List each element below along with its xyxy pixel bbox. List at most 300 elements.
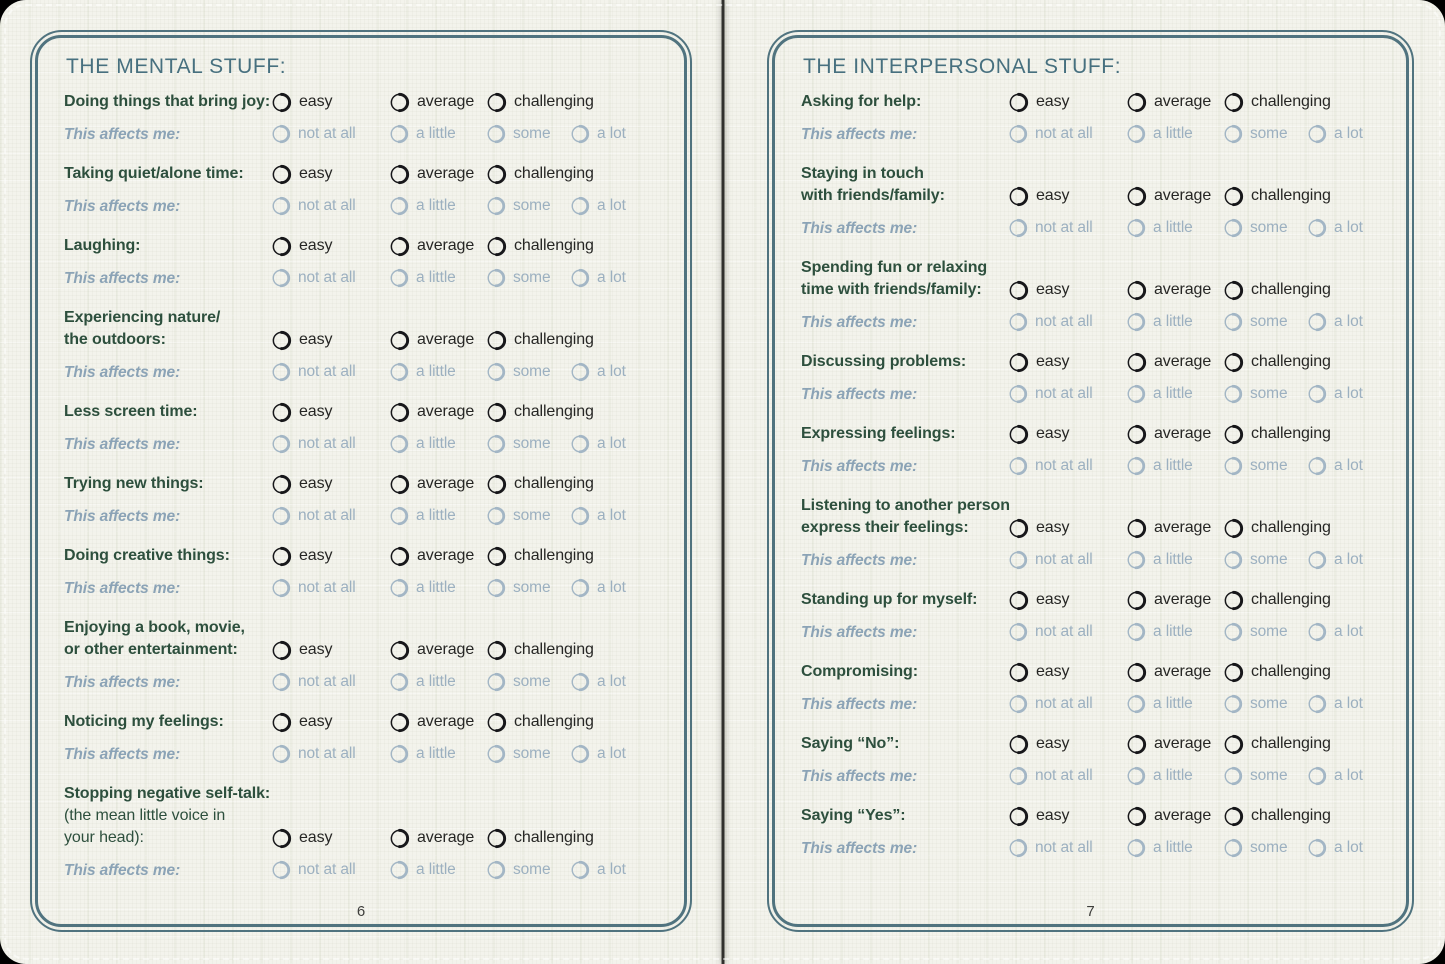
radio-circle-icon[interactable] — [486, 578, 506, 598]
radio-circle-icon[interactable] — [486, 402, 507, 423]
radio-circle-icon[interactable] — [1223, 424, 1244, 445]
difficulty-option-average[interactable] — [1126, 589, 1223, 611]
difficulty-option-easy[interactable] — [1008, 185, 1126, 207]
affects-row — [64, 859, 662, 881]
radio-circle-icon[interactable] — [486, 362, 506, 382]
affects-option-a-lot[interactable] — [1307, 693, 1363, 715]
affects-option-a-little[interactable] — [389, 433, 486, 455]
radio-circle-icon[interactable] — [1223, 518, 1244, 539]
difficulty-option-average[interactable] — [389, 235, 486, 257]
radio-circle-icon[interactable] — [389, 330, 410, 351]
radio-circle-icon[interactable] — [1126, 124, 1146, 144]
radio-circle-icon[interactable] — [1008, 218, 1028, 238]
difficulty-option-easy[interactable] — [1008, 589, 1126, 611]
radio-circle-icon[interactable] — [389, 196, 409, 216]
difficulty-option-challenging[interactable] — [486, 235, 594, 257]
option-label: a little — [1153, 839, 1193, 856]
radio-circle-icon[interactable] — [1126, 694, 1146, 714]
difficulty-option-easy[interactable] — [1008, 517, 1126, 539]
difficulty-option-easy[interactable] — [271, 163, 389, 185]
radio-circle-icon[interactable] — [1008, 734, 1029, 755]
difficulty-option-challenging[interactable] — [1223, 279, 1331, 301]
radio-circle-icon[interactable] — [1307, 838, 1327, 858]
radio-circle-icon[interactable] — [271, 164, 292, 185]
radio-circle-icon[interactable] — [1126, 806, 1147, 827]
radio-circle-icon[interactable] — [1126, 734, 1147, 755]
affects-option-some[interactable] — [1223, 549, 1307, 571]
radio-circle-icon[interactable] — [271, 362, 291, 382]
radio-circle-icon[interactable] — [1307, 622, 1327, 642]
radio-circle-icon[interactable] — [1223, 734, 1244, 755]
affects-option-a-lot[interactable] — [570, 671, 626, 693]
affects-option-some[interactable] — [1223, 455, 1307, 477]
radio-circle-icon[interactable] — [1008, 662, 1029, 683]
radio-circle-icon[interactable] — [1126, 186, 1147, 207]
difficulty-option-easy[interactable] — [271, 827, 389, 849]
affects-option-not-at-all[interactable] — [1008, 693, 1126, 715]
affects-label: This affects me: — [64, 197, 181, 215]
affects-option-a-little[interactable] — [389, 577, 486, 599]
radio-circle-icon[interactable] — [1223, 550, 1243, 570]
radio-circle-icon[interactable] — [1008, 838, 1028, 858]
affects-option-not-at-all[interactable] — [271, 859, 389, 881]
difficulty-option-challenging[interactable] — [1223, 805, 1331, 827]
difficulty-option-challenging[interactable] — [486, 473, 594, 495]
radio-circle-icon[interactable] — [271, 860, 291, 880]
radio-circle-icon[interactable] — [1126, 838, 1146, 858]
difficulty-option-easy[interactable] — [1008, 733, 1126, 755]
radio-circle-icon[interactable] — [389, 546, 410, 567]
radio-circle-icon[interactable] — [389, 828, 410, 849]
radio-circle-icon[interactable] — [1126, 456, 1146, 476]
radio-circle-icon[interactable] — [271, 640, 292, 661]
option-label: not at all — [298, 197, 356, 214]
difficulty-option-easy[interactable] — [1008, 423, 1126, 445]
affects-option-not-at-all[interactable] — [1008, 383, 1126, 405]
radio-circle-icon[interactable] — [271, 828, 292, 849]
radio-circle-icon[interactable] — [1223, 124, 1243, 144]
radio-circle-icon[interactable] — [486, 330, 507, 351]
radio-circle-icon[interactable] — [1008, 806, 1029, 827]
radio-circle-icon[interactable] — [389, 92, 410, 113]
radio-circle-icon[interactable] — [1126, 280, 1147, 301]
difficulty-option-challenging[interactable] — [1223, 589, 1331, 611]
affects-option-not-at-all[interactable] — [1008, 311, 1126, 333]
radio-circle-icon[interactable] — [271, 402, 292, 423]
radio-circle-icon[interactable] — [570, 124, 590, 144]
radio-circle-icon[interactable] — [271, 578, 291, 598]
difficulty-option-challenging[interactable] — [486, 827, 594, 849]
difficulty-option-easy[interactable] — [271, 329, 389, 351]
affects-option-a-lot[interactable] — [570, 859, 626, 881]
affects-option-some[interactable] — [486, 743, 570, 765]
affects-option-not-at-all[interactable] — [271, 671, 389, 693]
radio-circle-icon[interactable] — [1223, 622, 1243, 642]
radio-circle-icon[interactable] — [389, 860, 409, 880]
option-label: a little — [1153, 767, 1193, 784]
radio-circle-icon[interactable] — [1223, 218, 1243, 238]
affects-option-not-at-all[interactable] — [1008, 549, 1126, 571]
difficulty-row — [801, 661, 1384, 683]
radio-circle-icon[interactable] — [271, 474, 292, 495]
radio-circle-icon[interactable] — [570, 196, 590, 216]
option-label: challenging — [514, 547, 594, 564]
radio-circle-icon[interactable] — [1008, 384, 1028, 404]
radio-circle-icon[interactable] — [1008, 694, 1028, 714]
radio-circle-icon[interactable] — [1223, 694, 1243, 714]
affects-label: This affects me: — [64, 579, 181, 597]
affects-option-a-lot[interactable] — [1307, 311, 1363, 333]
affects-option-a-lot[interactable] — [1307, 455, 1363, 477]
radio-circle-icon[interactable] — [389, 672, 409, 692]
radio-circle-icon[interactable] — [570, 268, 590, 288]
radio-circle-icon[interactable] — [389, 640, 410, 661]
affects-option-a-lot[interactable] — [1307, 621, 1363, 643]
affects-option-a-little[interactable] — [389, 671, 486, 693]
radio-circle-icon[interactable] — [1126, 92, 1147, 113]
radio-circle-icon[interactable] — [1126, 622, 1146, 642]
affects-option-a-little[interactable] — [389, 859, 486, 881]
affects-option-not-at-all[interactable] — [271, 577, 389, 599]
difficulty-option-challenging[interactable] — [486, 545, 594, 567]
affects-option-not-at-all[interactable] — [1008, 123, 1126, 145]
radio-circle-icon[interactable] — [570, 506, 590, 526]
difficulty-option-average[interactable] — [1126, 661, 1223, 683]
difficulty-option-average[interactable] — [389, 329, 486, 351]
question-label: Taking quiet/alone time: — [64, 165, 244, 182]
radio-circle-icon[interactable] — [271, 506, 291, 526]
difficulty-option-average[interactable] — [1126, 91, 1223, 113]
radio-circle-icon[interactable] — [486, 268, 506, 288]
difficulty-option-challenging[interactable] — [1223, 91, 1331, 113]
radio-circle-icon[interactable] — [486, 744, 506, 764]
difficulty-option-average[interactable] — [1126, 279, 1223, 301]
radio-circle-icon[interactable] — [389, 268, 409, 288]
radio-circle-icon[interactable] — [389, 402, 410, 423]
affects-option-a-lot[interactable] — [1307, 765, 1363, 787]
difficulty-option-average[interactable] — [389, 401, 486, 423]
difficulty-option-challenging[interactable] — [486, 711, 594, 733]
radio-circle-icon[interactable] — [1126, 662, 1147, 683]
difficulty-option-average[interactable] — [1126, 805, 1223, 827]
affects-option-a-lot[interactable] — [1307, 123, 1363, 145]
affects-option-not-at-all[interactable] — [271, 267, 389, 289]
radio-circle-icon[interactable] — [389, 506, 409, 526]
affects-option-a-little[interactable] — [389, 361, 486, 383]
difficulty-option-easy[interactable] — [271, 235, 389, 257]
radio-circle-icon[interactable] — [486, 124, 506, 144]
difficulty-option-easy[interactable] — [271, 639, 389, 661]
affects-option-not-at-all[interactable] — [271, 505, 389, 527]
affects-option-some[interactable] — [486, 433, 570, 455]
affects-option-not-at-all[interactable] — [1008, 765, 1126, 787]
radio-circle-icon[interactable] — [486, 196, 506, 216]
radio-circle-icon[interactable] — [570, 860, 590, 880]
radio-circle-icon[interactable] — [271, 434, 291, 454]
difficulty-option-average[interactable] — [1126, 733, 1223, 755]
affects-option-some[interactable] — [486, 577, 570, 599]
affects-option-some[interactable] — [1223, 837, 1307, 859]
radio-circle-icon[interactable] — [486, 474, 507, 495]
affects-option-some[interactable] — [1223, 311, 1307, 333]
affects-option-some[interactable] — [486, 267, 570, 289]
affects-option-some[interactable] — [1223, 383, 1307, 405]
affects-option-a-little[interactable] — [1126, 837, 1223, 859]
radio-circle-icon[interactable] — [389, 164, 410, 185]
radio-circle-icon[interactable] — [486, 236, 507, 257]
radio-circle-icon[interactable] — [271, 268, 291, 288]
affects-option-some[interactable] — [486, 123, 570, 145]
radio-circle-icon[interactable] — [1126, 424, 1147, 445]
radio-circle-icon[interactable] — [389, 474, 410, 495]
radio-circle-icon[interactable] — [1307, 456, 1327, 476]
affects-option-not-at-all[interactable] — [271, 195, 389, 217]
radio-circle-icon[interactable] — [486, 506, 506, 526]
affects-option-a-little[interactable] — [389, 505, 486, 527]
difficulty-options — [1008, 661, 1331, 683]
radio-circle-icon[interactable] — [486, 828, 507, 849]
radio-circle-icon[interactable] — [1126, 550, 1146, 570]
difficulty-option-easy[interactable] — [271, 91, 389, 113]
radio-circle-icon[interactable] — [1223, 590, 1244, 611]
difficulty-option-challenging[interactable] — [1223, 517, 1331, 539]
affects-option-not-at-all[interactable] — [1008, 217, 1126, 239]
affects-option-a-little[interactable] — [389, 195, 486, 217]
affects-option-a-lot[interactable] — [570, 195, 626, 217]
radio-circle-icon[interactable] — [486, 546, 507, 567]
difficulty-option-challenging[interactable] — [486, 163, 594, 185]
affects-option-a-lot[interactable] — [1307, 549, 1363, 571]
difficulty-options — [1008, 279, 1331, 301]
radio-circle-icon[interactable] — [1008, 590, 1029, 611]
radio-circle-icon[interactable] — [1223, 766, 1243, 786]
difficulty-option-average[interactable] — [389, 545, 486, 567]
radio-circle-icon[interactable] — [570, 578, 590, 598]
radio-circle-icon[interactable] — [271, 124, 291, 144]
difficulty-option-average[interactable] — [1126, 185, 1223, 207]
radio-circle-icon[interactable] — [486, 164, 507, 185]
difficulty-option-average[interactable] — [389, 163, 486, 185]
difficulty-option-easy[interactable] — [271, 401, 389, 423]
radio-circle-icon[interactable] — [1223, 456, 1243, 476]
affects-options — [271, 671, 626, 693]
radio-circle-icon[interactable] — [389, 362, 409, 382]
difficulty-option-challenging[interactable] — [486, 639, 594, 661]
radio-circle-icon[interactable] — [570, 672, 590, 692]
radio-circle-icon[interactable] — [1008, 550, 1028, 570]
radio-circle-icon[interactable] — [1223, 384, 1243, 404]
affects-option-a-little[interactable] — [1126, 383, 1223, 405]
affects-option-a-little[interactable] — [1126, 123, 1223, 145]
difficulty-option-average[interactable] — [389, 711, 486, 733]
radio-circle-icon[interactable] — [1008, 622, 1028, 642]
radio-circle-icon[interactable] — [1008, 424, 1029, 445]
affects-option-some[interactable] — [486, 505, 570, 527]
affects-option-not-at-all[interactable] — [1008, 621, 1126, 643]
affects-option-not-at-all[interactable] — [271, 123, 389, 145]
option-label: average — [1154, 807, 1212, 824]
radio-circle-icon[interactable] — [1223, 92, 1244, 113]
affects-label: This affects me: — [801, 457, 918, 475]
radio-circle-icon[interactable] — [389, 712, 410, 733]
difficulty-option-challenging[interactable] — [486, 91, 594, 113]
affects-option-a-little[interactable] — [1126, 311, 1223, 333]
affects-option-a-little[interactable] — [389, 267, 486, 289]
radio-circle-icon[interactable] — [271, 546, 292, 567]
radio-circle-icon[interactable] — [1126, 766, 1146, 786]
affects-option-a-lot[interactable] — [1307, 837, 1363, 859]
affects-option-some[interactable] — [1223, 693, 1307, 715]
difficulty-option-easy[interactable] — [1008, 661, 1126, 683]
radio-circle-icon[interactable] — [1223, 838, 1243, 858]
radio-circle-icon[interactable] — [1307, 694, 1327, 714]
radio-circle-icon[interactable] — [1008, 92, 1029, 113]
radio-circle-icon[interactable] — [1126, 218, 1146, 238]
radio-circle-icon[interactable] — [1223, 280, 1244, 301]
difficulty-option-easy[interactable] — [1008, 279, 1126, 301]
radio-circle-icon[interactable] — [271, 236, 292, 257]
difficulty-option-challenging[interactable] — [486, 329, 594, 351]
radio-circle-icon[interactable] — [389, 124, 409, 144]
radio-circle-icon[interactable] — [486, 712, 507, 733]
radio-circle-icon[interactable] — [1223, 806, 1244, 827]
affects-option-a-lot[interactable] — [1307, 217, 1363, 239]
radio-circle-icon[interactable] — [1223, 186, 1244, 207]
radio-circle-icon[interactable] — [271, 330, 292, 351]
radio-circle-icon[interactable] — [570, 744, 590, 764]
affects-option-a-little[interactable] — [1126, 217, 1223, 239]
affects-option-not-at-all[interactable] — [271, 743, 389, 765]
affects-option-some[interactable] — [486, 671, 570, 693]
affects-option-a-lot[interactable] — [570, 361, 626, 383]
difficulty-option-average[interactable] — [389, 473, 486, 495]
radio-circle-icon[interactable] — [570, 362, 590, 382]
radio-circle-icon[interactable] — [1307, 312, 1327, 332]
affects-option-some[interactable] — [1223, 765, 1307, 787]
affects-option-a-lot[interactable] — [570, 433, 626, 455]
affects-option-some[interactable] — [486, 195, 570, 217]
radio-circle-icon[interactable] — [1008, 352, 1029, 373]
option-label: a little — [416, 507, 456, 524]
difficulty-option-easy[interactable] — [271, 711, 389, 733]
option-label: average — [1154, 281, 1212, 298]
affects-option-a-lot[interactable] — [570, 743, 626, 765]
difficulty-option-average[interactable] — [1126, 517, 1223, 539]
affects-option-a-lot[interactable] — [1307, 383, 1363, 405]
difficulty-option-challenging[interactable] — [486, 401, 594, 423]
radio-circle-icon[interactable] — [271, 712, 292, 733]
radio-circle-icon[interactable] — [570, 434, 590, 454]
affects-option-a-little[interactable] — [389, 743, 486, 765]
radio-circle-icon[interactable] — [1126, 384, 1146, 404]
radio-circle-icon[interactable] — [1008, 456, 1028, 476]
radio-circle-icon[interactable] — [389, 744, 409, 764]
affects-option-a-little[interactable] — [1126, 765, 1223, 787]
difficulty-option-average[interactable] — [389, 639, 486, 661]
radio-circle-icon[interactable] — [486, 434, 506, 454]
affects-option-a-lot[interactable] — [570, 123, 626, 145]
radio-circle-icon[interactable] — [1307, 550, 1327, 570]
radio-circle-icon[interactable] — [1307, 766, 1327, 786]
affects-option-some[interactable] — [1223, 123, 1307, 145]
radio-circle-icon[interactable] — [271, 672, 291, 692]
difficulty-option-easy[interactable] — [271, 545, 389, 567]
affects-option-not-at-all[interactable] — [1008, 837, 1126, 859]
radio-circle-icon[interactable] — [1126, 590, 1147, 611]
difficulty-option-average[interactable] — [1126, 351, 1223, 373]
radio-circle-icon[interactable] — [486, 640, 507, 661]
difficulty-option-easy[interactable] — [271, 473, 389, 495]
affects-option-a-lot[interactable] — [570, 505, 626, 527]
difficulty-option-average[interactable] — [389, 91, 486, 113]
affects-option-not-at-all[interactable] — [271, 433, 389, 455]
radio-circle-icon[interactable] — [1307, 384, 1327, 404]
radio-circle-icon[interactable] — [271, 196, 291, 216]
affects-option-a-lot[interactable] — [570, 577, 626, 599]
radio-circle-icon[interactable] — [486, 860, 506, 880]
radio-circle-icon[interactable] — [1008, 280, 1029, 301]
affects-option-a-little[interactable] — [1126, 455, 1223, 477]
affects-option-a-little[interactable] — [1126, 621, 1223, 643]
radio-circle-icon[interactable] — [1223, 662, 1244, 683]
radio-circle-icon[interactable] — [486, 672, 506, 692]
difficulty-option-easy[interactable] — [1008, 805, 1126, 827]
affects-option-some[interactable] — [1223, 621, 1307, 643]
radio-circle-icon[interactable] — [271, 744, 291, 764]
difficulty-row — [64, 235, 662, 257]
difficulty-option-challenging[interactable] — [1223, 423, 1331, 445]
radio-circle-icon[interactable] — [1008, 766, 1028, 786]
radio-circle-icon[interactable] — [1008, 186, 1029, 207]
difficulty-option-easy[interactable] — [1008, 351, 1126, 373]
radio-circle-icon[interactable] — [389, 236, 410, 257]
difficulty-option-challenging[interactable] — [1223, 733, 1331, 755]
radio-circle-icon[interactable] — [1223, 352, 1244, 373]
radio-circle-icon[interactable] — [1307, 218, 1327, 238]
radio-circle-icon[interactable] — [1126, 312, 1146, 332]
affects-options — [271, 123, 626, 145]
difficulty-option-challenging[interactable] — [1223, 351, 1331, 373]
radio-circle-icon[interactable] — [486, 92, 507, 113]
affects-option-some[interactable] — [1223, 217, 1307, 239]
radio-circle-icon[interactable] — [1307, 124, 1327, 144]
option-label: a lot — [597, 435, 626, 452]
affects-option-some[interactable] — [486, 859, 570, 881]
difficulty-option-challenging[interactable] — [1223, 661, 1331, 683]
radio-circle-icon[interactable] — [1008, 312, 1028, 332]
radio-circle-icon[interactable] — [389, 434, 409, 454]
affects-option-a-little[interactable] — [389, 123, 486, 145]
affects-option-a-little[interactable] — [1126, 549, 1223, 571]
radio-circle-icon[interactable] — [1008, 518, 1029, 539]
affects-option-a-lot[interactable] — [570, 267, 626, 289]
radio-circle-icon[interactable] — [389, 578, 409, 598]
affects-option-not-at-all[interactable] — [1008, 455, 1126, 477]
radio-circle-icon[interactable] — [1223, 312, 1243, 332]
affects-option-not-at-all[interactable] — [271, 361, 389, 383]
radio-circle-icon[interactable] — [1008, 124, 1028, 144]
option-label: a lot — [1334, 551, 1363, 568]
difficulty-option-average[interactable] — [1126, 423, 1223, 445]
radio-circle-icon[interactable] — [1126, 352, 1147, 373]
difficulty-option-average[interactable] — [389, 827, 486, 849]
radio-circle-icon[interactable] — [271, 92, 292, 113]
radio-circle-icon[interactable] — [1126, 518, 1147, 539]
difficulty-option-easy[interactable] — [1008, 91, 1126, 113]
difficulty-option-challenging[interactable] — [1223, 185, 1331, 207]
affects-option-some[interactable] — [486, 361, 570, 383]
affects-option-a-little[interactable] — [1126, 693, 1223, 715]
